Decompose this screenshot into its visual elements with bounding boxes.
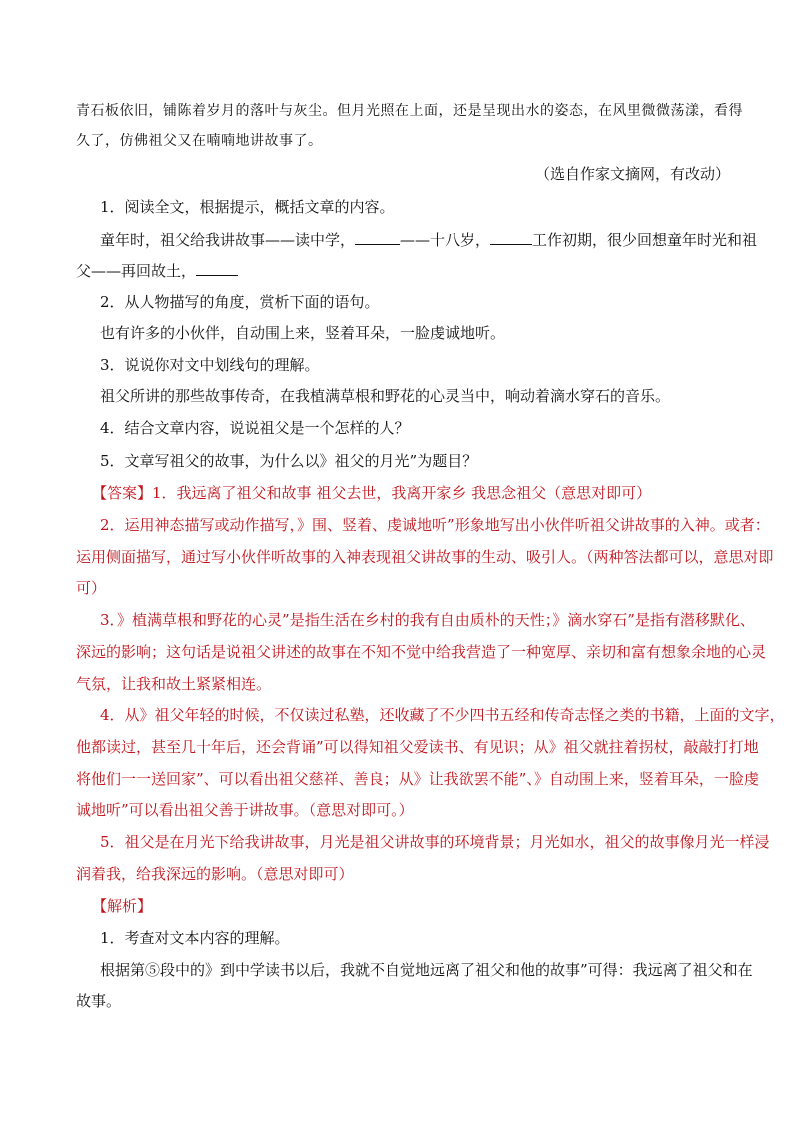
question-1: 1．阅读全文，根据提示，概括文章的内容。 — [100, 198, 395, 216]
analysis-line: 故事。 — [76, 992, 122, 1010]
answer-line: 深远的影响；这句话是说祖父讲述的故事在不知不觉中给我营造了一种宽厚、亲切和富有想象余地的心灵 — [76, 643, 767, 661]
answer-blank[interactable] — [355, 230, 400, 245]
question-2: 2．从人物描写的角度，赏析下面的语句。 — [100, 293, 380, 311]
answer-line: 他都读过，甚至几十年后，还会背诵”可以得知祖父爱读书、有见识；从》祖父就拄着拐杖，敲敲打打地 — [76, 738, 759, 756]
question-1-prompt — [76, 261, 238, 281]
answer-line — [92, 483, 651, 503]
answer-line: 将他们一一送回家”、可以看出祖父慈祥、善良；从》让我欲罢不能”、》自动围上来，竖着耳朵，一脸虔 — [76, 770, 759, 788]
answer-line: 润着我，给我深远的影响。（意思对即可） — [76, 865, 354, 883]
answer-line: 诚地听”可以看出祖父善于讲故事。（意思对即可。） — [76, 801, 414, 819]
answer-blank[interactable] — [196, 261, 238, 276]
answer-line: 2．运用神态描写或动作描写，》围、竖着、虔诚地听”形象地写出小伙伴听祖父讲故事的入神。或者： — [100, 516, 770, 534]
answer-line: 4．从》祖父年轻的时候，不仅读过私塾，还收藏了不少四书五经和传奇志怪之类的书籍，上面的文字， — [100, 706, 785, 724]
prompt-text: 工作初期，很少回想童年时光和祖 — [532, 231, 758, 249]
prompt-text: 童年时，祖父给我讲故事——读中学， — [100, 231, 356, 249]
answer-blank[interactable] — [490, 230, 532, 245]
question-1-prompt — [100, 230, 757, 250]
answer-text: 1．我远离了祖父和故事 祖父去世，我离开家乡 我思念祖父（意思对即可） — [152, 484, 652, 502]
source-note: （选自作家文摘网，有改动） — [535, 165, 731, 183]
prompt-text: 父——再回故土， — [76, 262, 197, 280]
passage-line: 青石板依旧，铺陈着岁月的落叶与灰尘。但月光照在上面，还是呈现出水的姿态，在风里微微荡漾，看得 — [76, 103, 743, 119]
answer-line: 气氛，让我和故土紧紧相连。 — [76, 675, 272, 693]
answer-line: 5．祖父是在月光下给我讲故事，月光是祖父讲故事的环境背景；月光如水，祖父的故事像月光一样浸 — [100, 833, 770, 851]
prompt-text: ——十八岁， — [400, 231, 491, 249]
analysis-label: 【解析】 — [92, 897, 153, 915]
question-4: 4．结合文章内容，说说祖父是一个怎样的人？ — [100, 419, 410, 437]
passage-line: 久了，仿佛祖父又在喃喃地讲故事了。 — [76, 133, 323, 149]
answer-line: 运用侧面描写，通过写小伙伴听故事的入神表现祖父讲故事的生动、吸引人。（两种答法都可以，意思对即 — [76, 548, 774, 566]
question-5: 5．文章写祖父的故事，为什么以》祖父的月光”为题目？ — [100, 452, 478, 470]
answer-line: 可） — [76, 579, 107, 597]
analysis-line: 根据第⑤段中的》到中学读书以后，我就不自觉地远离了祖父和他的故事”可得：我远离了祖父和在 — [100, 961, 753, 979]
answer-line: 3．》植满草根和野花的心灵”是指生活在乡村的我有自由质朴的天性；》滴水穿石”是指有潜移默化、 — [100, 611, 755, 629]
answer-label: 【答案】 — [92, 484, 153, 502]
analysis-line: 1．考查对文本内容的理解。 — [100, 929, 290, 947]
question-2-text: 也有许多的小伙伴，自动围上来，竖着耳朵，一脸虔诚地听。 — [100, 324, 506, 342]
question-3-text: 祖父所讲的那些故事传奇，在我植满草根和野花的心灵当中，响动着滴水穿石的音乐。 — [100, 387, 671, 405]
question-3: 3．说说你对文中划线句的理解。 — [100, 356, 320, 374]
